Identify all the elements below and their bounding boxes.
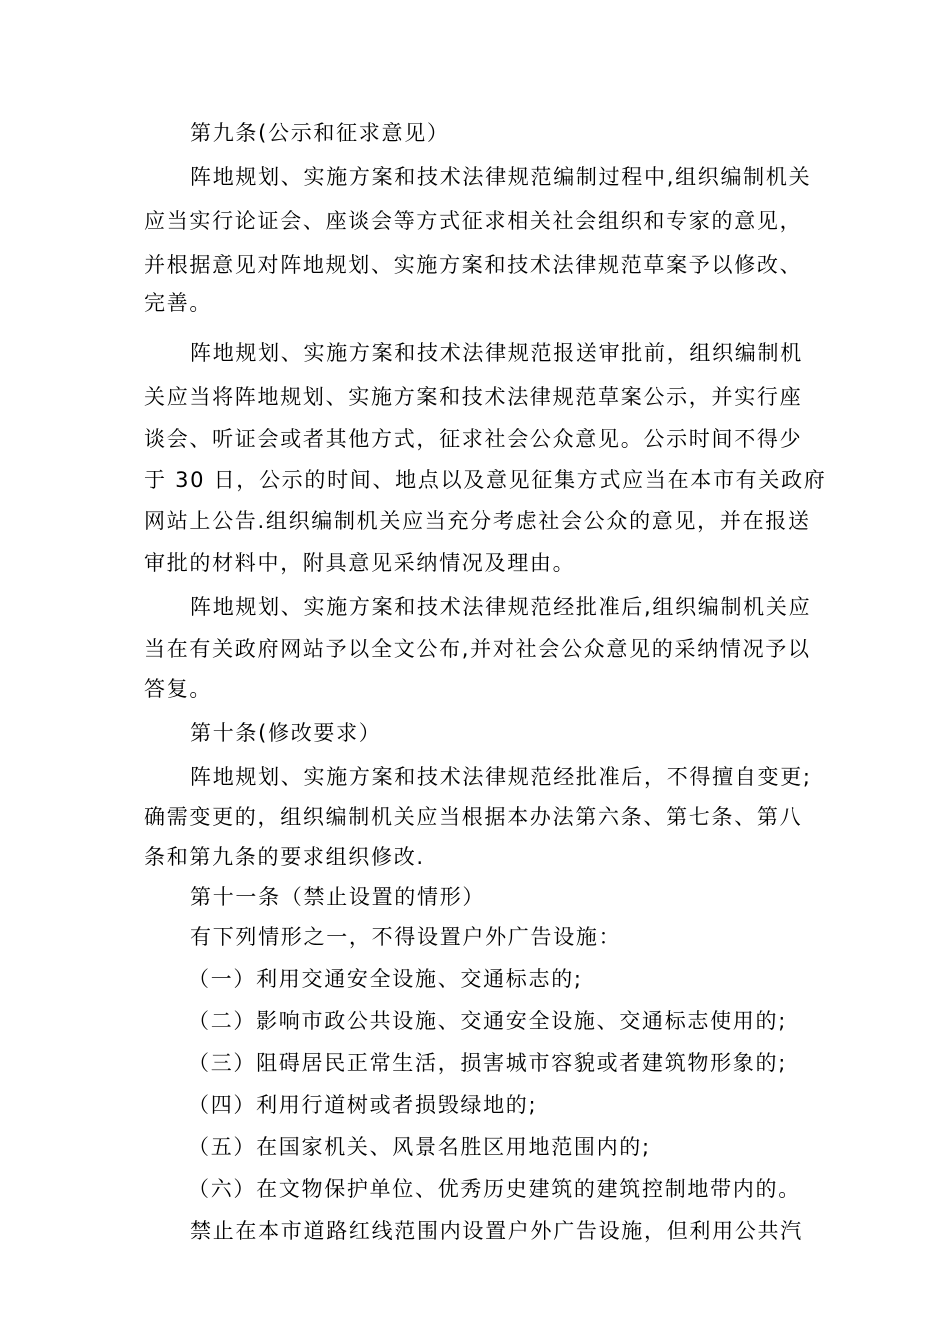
list-item: （二）影响市政公共设施、交通安全设施、交通标志使用的; [188, 1009, 787, 1033]
paragraph-line: 确需变更的，组织编制机关应当根据本办法第六条、第七条、第八 [144, 805, 803, 829]
list-item: （一）利用交通安全设施、交通标志的; [188, 967, 583, 991]
paragraph-line: 完善。 [144, 291, 213, 315]
article-11-heading: 第十一条（禁止设置的情形） [190, 885, 486, 909]
article-9-heading: 第九条(公示和征求意见） [190, 121, 450, 145]
paragraph-line: 阵地规划、实施方案和技术法律规范经批准后，不得擅自变更; [190, 765, 812, 789]
list-item: （六）在文物保护单位、优秀历史建筑的建筑控制地带内的。 [188, 1177, 801, 1201]
paragraph-line: 网站上公告.组织编制机关应当充分考虑社会公众的意见，并在报送 [144, 509, 811, 533]
list-item: （三）阻碍居民正常生活，损害城市容貌或者建筑物形象的; [188, 1051, 787, 1075]
paragraph-line: 于 30 日，公示的时间、地点以及意见征集方式应当在本市有关政府 [144, 468, 827, 492]
paragraph-line: 禁止在本市道路红线范围内设置户外广告设施，但利用公共汽 [190, 1219, 803, 1243]
paragraph-line: 阵地规划、实施方案和技术法律规范经批准后,组织编制机关应 [190, 595, 812, 619]
paragraph-line: 关应当将阵地规划、实施方案和技术法律规范草案公示，并实行座 [144, 385, 803, 409]
article-10-heading: 第十条(修改要求） [190, 721, 382, 745]
list-item: （四）利用行道树或者损毁绿地的; [188, 1093, 538, 1117]
list-item: （五）在国家机关、风景名胜区用地范围内的; [188, 1135, 651, 1159]
paragraph-line: 并根据意见对阵地规划、实施方案和技术法律规范草案予以修改、 [144, 253, 803, 277]
paragraph-line: 条和第九条的要求组织修改. [144, 845, 425, 869]
paragraph-line: 当在有关政府网站予以全文公布,并对社会公众意见的采纳情况予以 [144, 637, 811, 661]
paragraph-line: 答复。 [144, 677, 213, 701]
paragraph-line: 谈会、听证会或者其他方式，征求社会公众意见。公示时间不得少 [144, 427, 803, 451]
paragraph-line: 有下列情形之一，不得设置户外广告设施： [190, 925, 622, 949]
paragraph-line: 阵地规划、实施方案和技术法律规范编制过程中,组织编制机关 [190, 165, 812, 189]
paragraph-line: 审批的材料中，附具意见采纳情况及理由。 [144, 551, 576, 575]
paragraph-line: 阵地规划、实施方案和技术法律规范报送审批前，组织编制机 [190, 341, 803, 365]
paragraph-line: 应当实行论证会、座谈会等方式征求相关社会组织和专家的意见， [144, 209, 803, 233]
